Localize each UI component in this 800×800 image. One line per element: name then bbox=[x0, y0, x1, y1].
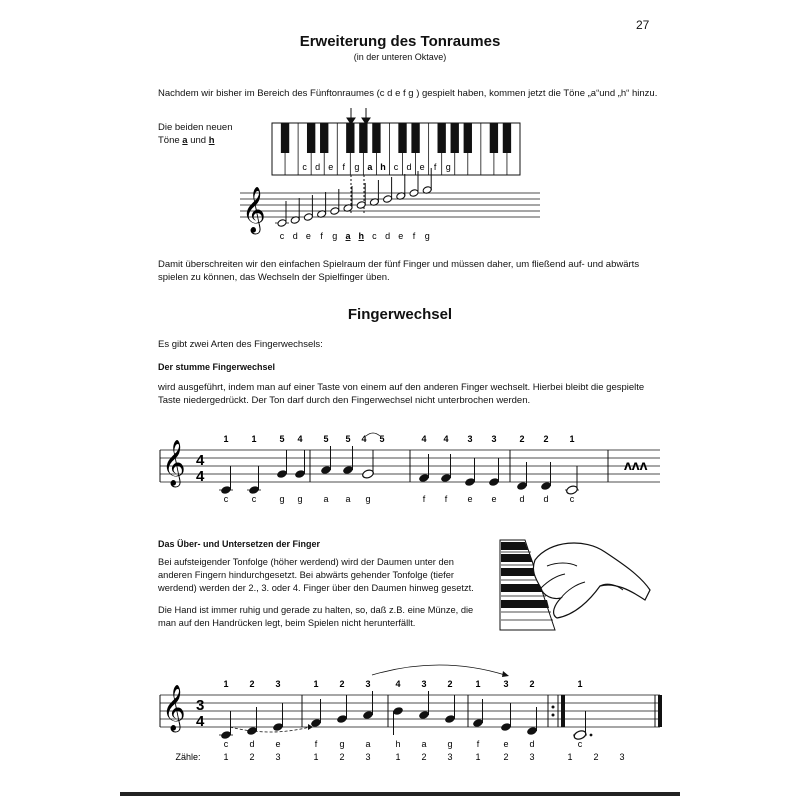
count-number: 2 bbox=[421, 752, 427, 762]
finger-number: 2 bbox=[249, 679, 255, 689]
section-subtitle: (in der unteren Oktave) bbox=[353, 52, 447, 62]
count-label: Zähle: bbox=[175, 752, 201, 762]
repeat-thick-barline bbox=[561, 695, 565, 727]
count-number: 3 bbox=[619, 752, 625, 762]
sub1-title: Der stumme Fingerwechsel bbox=[158, 362, 276, 372]
new-tones-und: und bbox=[187, 135, 209, 146]
treble-clef-icon: 𝄞 bbox=[242, 188, 266, 232]
time-signature-bottom: 4 bbox=[196, 468, 205, 485]
note-name-label: d bbox=[519, 494, 525, 504]
count-number: 1 bbox=[475, 752, 481, 762]
half-note-head bbox=[362, 469, 375, 480]
section-title-fingerwechsel: Fingerwechsel bbox=[347, 306, 453, 323]
count-number: 2 bbox=[503, 752, 509, 762]
bottom-edge bbox=[120, 792, 680, 796]
finger-number: 5 bbox=[379, 434, 385, 444]
finger-number: 2 bbox=[543, 434, 549, 444]
repeat-dot bbox=[552, 706, 555, 709]
note-head bbox=[277, 219, 287, 228]
sub2-text-2: Die Hand ist immer ruhig und gerade zu halten, so, daß z.B. eine Münze, die man auf den Handrücken legt, beim Spielen nicht herunterfällt. bbox=[158, 605, 474, 628]
keyboard-key-label: f bbox=[342, 162, 346, 172]
note-name-label: c bbox=[577, 739, 583, 749]
repeat-dot bbox=[552, 714, 555, 717]
sub1-text: wird ausgeführt, indem man auf einer Taste von einem auf den anderen Finger wechselt. Hierbei bleibt die gespielte Taste niedergedrückt. Der Ton darf durch den Fingerwechsel nicht unterbrochen werden. bbox=[158, 382, 645, 406]
example2-staff bbox=[150, 655, 670, 775]
fingerwechsel-intro: Es gibt zwei Arten des Fingerwechsels: bbox=[158, 339, 323, 350]
section-title-tonraum: Erweiterung des Tonraumes bbox=[299, 33, 501, 50]
note-name-label: c bbox=[223, 739, 229, 749]
staff-note-label: c bbox=[372, 231, 377, 241]
arrow-down-icon bbox=[362, 108, 370, 124]
note-name-label: c bbox=[569, 494, 575, 504]
keyboard-key-label: g bbox=[354, 162, 360, 172]
staff-note-label: g bbox=[424, 231, 430, 241]
finger-over-arc bbox=[372, 665, 505, 675]
finger-number: 1 bbox=[313, 679, 319, 689]
finger-number: 3 bbox=[275, 679, 281, 689]
keyboard-scale-figure bbox=[240, 105, 560, 245]
black-key bbox=[438, 123, 446, 153]
note-name-label: d bbox=[529, 739, 535, 749]
finger-number: 3 bbox=[467, 434, 473, 444]
finger-number: 1 bbox=[577, 679, 583, 689]
count-number: 1 bbox=[223, 752, 229, 762]
note-name-label: a bbox=[323, 494, 329, 504]
staff-note-label: e bbox=[305, 231, 311, 241]
note-name-label: f bbox=[422, 494, 426, 504]
note-name-label: g bbox=[447, 739, 453, 749]
keyboard-key-label: c bbox=[393, 162, 399, 172]
count-number: 3 bbox=[447, 752, 453, 762]
black-key bbox=[398, 123, 406, 153]
note-head bbox=[409, 189, 419, 198]
note-name-label: g bbox=[297, 494, 303, 504]
note-name-label: g bbox=[365, 494, 371, 504]
black-key bbox=[372, 123, 380, 153]
keyboard-key-label: c bbox=[302, 162, 307, 172]
intro-paragraph: Nachdem wir bisher im Bereich des Fünftonraumes (c d e f g ) gespielt haben, kommen jetzt die Töne „a“und „h“ hinzu. bbox=[158, 88, 658, 99]
finger-number: 5 bbox=[323, 434, 329, 444]
keyboard-key-label: a bbox=[367, 162, 373, 172]
finger-number: 3 bbox=[491, 434, 497, 444]
note-name-label: h bbox=[395, 739, 401, 749]
keyboard-key-label: g bbox=[445, 162, 451, 172]
staff-note-label: c bbox=[279, 231, 285, 241]
finger-number: 4 bbox=[297, 434, 303, 444]
note-name-label: e bbox=[503, 739, 509, 749]
count-number: 3 bbox=[275, 752, 281, 762]
keyboard-key-label: d bbox=[315, 162, 321, 172]
staff-note-label: a bbox=[345, 231, 351, 241]
keyboard-key-label: d bbox=[406, 162, 412, 172]
black-key bbox=[503, 123, 511, 153]
note-name-label: e bbox=[275, 739, 281, 749]
black-key bbox=[307, 123, 315, 153]
count-number: 1 bbox=[313, 752, 319, 762]
keyboard-key-label: f bbox=[433, 162, 437, 172]
black-key bbox=[320, 123, 328, 153]
finger-number: 2 bbox=[519, 434, 525, 444]
note-name-label: f bbox=[476, 739, 480, 749]
black-key bbox=[451, 123, 459, 153]
staff-note-label: f bbox=[412, 231, 416, 241]
count-number: 2 bbox=[339, 752, 345, 762]
finger-number: 4 bbox=[421, 434, 427, 444]
keyboard-key-label: h bbox=[380, 162, 386, 172]
finger-number: 2 bbox=[447, 679, 453, 689]
finger-number: 4 bbox=[395, 679, 401, 689]
hand-illustration bbox=[495, 530, 655, 635]
finger-number: 2 bbox=[529, 679, 535, 689]
black-key bbox=[346, 123, 354, 153]
example1-staff bbox=[150, 428, 670, 508]
finger-number: 4 bbox=[361, 434, 367, 444]
note-name-label: g bbox=[339, 739, 345, 749]
black-key bbox=[359, 123, 367, 153]
finger-number: 3 bbox=[421, 679, 427, 689]
dot-icon bbox=[590, 734, 593, 737]
finger-number: 3 bbox=[365, 679, 371, 689]
note-name-label: e bbox=[491, 494, 497, 504]
note-name-label: a bbox=[365, 739, 371, 749]
finger-number: 5 bbox=[345, 434, 351, 444]
new-tones-line-1: Die beiden neuen bbox=[158, 122, 233, 133]
arrow-down-icon bbox=[347, 108, 355, 124]
staff-note-label: f bbox=[320, 231, 323, 241]
staff-note-label: d bbox=[292, 231, 298, 241]
note-name-label: d bbox=[249, 739, 255, 749]
black-key bbox=[464, 123, 472, 153]
note-head bbox=[330, 207, 340, 216]
note-head bbox=[383, 195, 393, 204]
count-number: 2 bbox=[593, 752, 599, 762]
finger-number: 1 bbox=[223, 679, 229, 689]
black-key bbox=[411, 123, 419, 153]
finger-number: 3 bbox=[503, 679, 509, 689]
final-thick-barline bbox=[658, 695, 662, 727]
count-number: 2 bbox=[249, 752, 255, 762]
finger-number: 1 bbox=[475, 679, 481, 689]
treble-clef-icon: 𝄞 bbox=[162, 441, 186, 485]
tone-a: a bbox=[182, 135, 188, 146]
sub2-text-1: Bei aufsteigender Tonfolge (höher werdend) wird der Daumen unter den anderen Fingern hindurchgesetzt. Bei abwärts gehender Tonfolge (tiefer werdend) werden der 2., 3. oder 4. Finger über den Daumen hinweg gesetzt. bbox=[158, 557, 474, 593]
time-signature-bottom: 4 bbox=[196, 713, 205, 730]
time-signature-top: 4 bbox=[196, 452, 205, 469]
finger-number: 5 bbox=[279, 434, 285, 444]
squiggle-icon: ʌʌʌ bbox=[624, 457, 648, 473]
note-name-label: f bbox=[314, 739, 318, 749]
arrow-right-icon bbox=[502, 671, 509, 677]
note-name-label: a bbox=[345, 494, 351, 504]
finger-number: 1 bbox=[223, 434, 229, 444]
staff-note-label: g bbox=[332, 231, 338, 241]
note-name-label: a bbox=[421, 739, 427, 749]
note-name-label: e bbox=[467, 494, 473, 504]
note-name-label: d bbox=[543, 494, 549, 504]
count-number: 3 bbox=[365, 752, 371, 762]
staff-note-label: h bbox=[358, 231, 364, 241]
page-number: 27 bbox=[636, 18, 650, 32]
keyboard-key-label: e bbox=[419, 162, 425, 172]
after-text-paragraph: Damit überschreiten wir den einfachen Spielraum der fünf Finger und müssen daher, um fließend auf- und abwärts spielen zu können, das Wechseln der Spielfinger üben. bbox=[158, 259, 640, 283]
keyboard-key-label: e bbox=[328, 162, 334, 172]
finger-number: 2 bbox=[339, 679, 345, 689]
treble-clef-icon: 𝄞 bbox=[162, 686, 186, 730]
note-name-label: c bbox=[223, 494, 229, 504]
tone-h: h bbox=[208, 135, 215, 146]
finger-change-slur bbox=[366, 433, 380, 436]
black-key bbox=[490, 123, 498, 153]
black-key bbox=[281, 123, 289, 153]
staff-note-label: e bbox=[398, 231, 404, 241]
note-name-label: c bbox=[251, 494, 257, 504]
new-tones-prefix: Töne bbox=[158, 135, 183, 146]
count-number: 3 bbox=[529, 752, 535, 762]
note-head bbox=[356, 201, 366, 210]
finger-number: 4 bbox=[443, 434, 449, 444]
staff-note-label: d bbox=[385, 231, 391, 241]
sub2-title: Das Über- und Untersetzen der Finger bbox=[158, 539, 321, 549]
finger-number: 1 bbox=[569, 434, 575, 444]
note-head bbox=[303, 213, 313, 222]
count-number: 1 bbox=[567, 752, 573, 762]
count-number: 1 bbox=[395, 752, 401, 762]
thumb-under-arc bbox=[230, 727, 310, 732]
note-name-label: f bbox=[444, 494, 448, 504]
time-signature-top: 3 bbox=[196, 697, 205, 714]
finger-number: 1 bbox=[251, 434, 257, 444]
note-name-label: g bbox=[279, 494, 285, 504]
